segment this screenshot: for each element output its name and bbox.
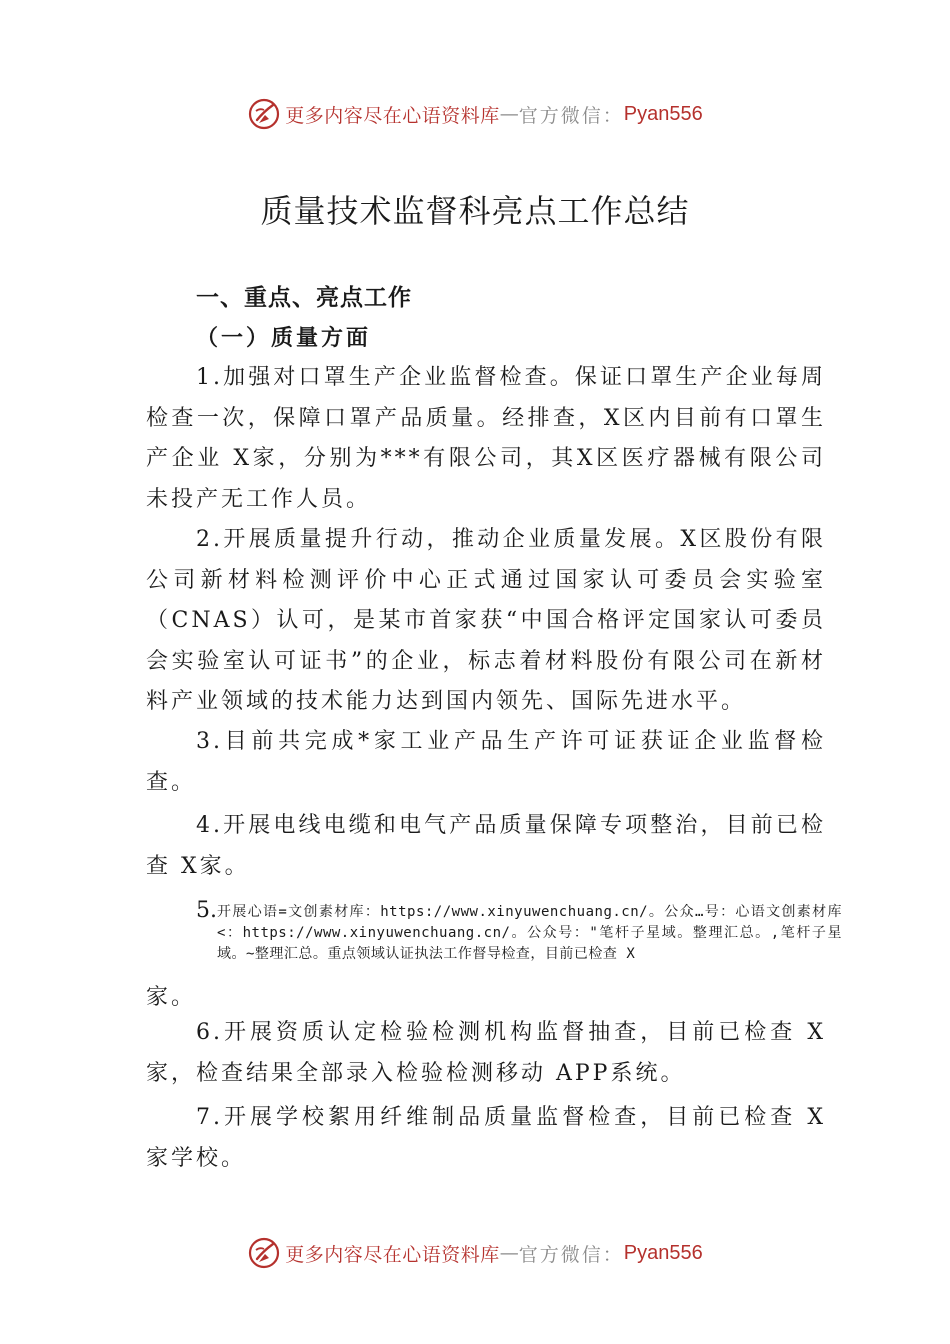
page-title: 质量技术监督科亮点工作总结: [260, 192, 690, 230]
watermark-text: 更多内容尽在心语资料库: [285, 1243, 500, 1266]
paragraph-5-end: 家。: [146, 985, 197, 1010]
paragraph-5-number: 5.: [196, 898, 217, 923]
watermark-separator: —: [499, 103, 519, 125]
watermark-banner-bottom: [0, 1231, 950, 1275]
scroll-quill-logo-icon: [247, 97, 281, 131]
watermark-wechat-label: 官方微信：: [518, 104, 624, 127]
paragraph-6: 6.开展资质认定检验检测机构监督抽查，目前已检查 X家，检查结果全部录入检验检测移动 APP系统。: [146, 1020, 826, 1086]
watermark-banner-top: [0, 92, 950, 136]
watermark-wechat-id: Pyan556: [623, 1241, 703, 1264]
paragraph-2: 2.开展质量提升行动，推动企业质量发展。X区股份有限公司新材料检测评价中心正式通过国家认可委员会实验室（CNAS）认可，是某市首家获“中国合格评定国家认可委员会实验室认可证书”的企业，标志着材料股份有限公司在新材料产业领域的技术能力达到国内领先、国际先进水平。: [146, 527, 826, 714]
paragraph-7: 7.开展学校絮用纤维制品质量监督检查，目前已检查 X家学校。: [146, 1105, 826, 1171]
scroll-quill-logo-icon: [247, 1236, 281, 1270]
watermark-separator: —: [499, 1242, 519, 1264]
watermark-text: 更多内容尽在心语资料库: [285, 104, 500, 127]
section-heading: 一、重点、亮点工作: [196, 285, 412, 311]
paragraph-1: 1.加强对口罩生产企业监督检查。保证口罩生产企业每周检查一次，保障口罩产品质量。经排查，X区内目前有口罩生产企业 X家，分别为***有限公司，其X区医疗器械有限公司未投产无工作人员。: [146, 365, 826, 512]
paragraph-4: 4.开展电线电缆和电气产品质量保障专项整治，目前已检查 X家。: [146, 813, 826, 879]
watermark-wechat-id: Pyan556: [623, 102, 703, 125]
paragraph-3: 3.目前共完成*家工业产品生产许可证获证企业监督检查。: [146, 729, 826, 795]
watermark-wechat-label: 官方微信：: [518, 1243, 624, 1266]
paragraph-5-inserted-text: 开展心语=文创素材库：https://www.xinyuwenchuang.cn/。公众…号：心语文创素材库<：https://www.xinyuwenchuang.cn/。公众号："笔杆子星域。整理汇总。,笔杆子星域。~整理汇总。重点领域认证执法工作督导检查，目前已检查 X: [217, 904, 842, 962]
subsection-heading: （一）质量方面: [196, 325, 372, 351]
